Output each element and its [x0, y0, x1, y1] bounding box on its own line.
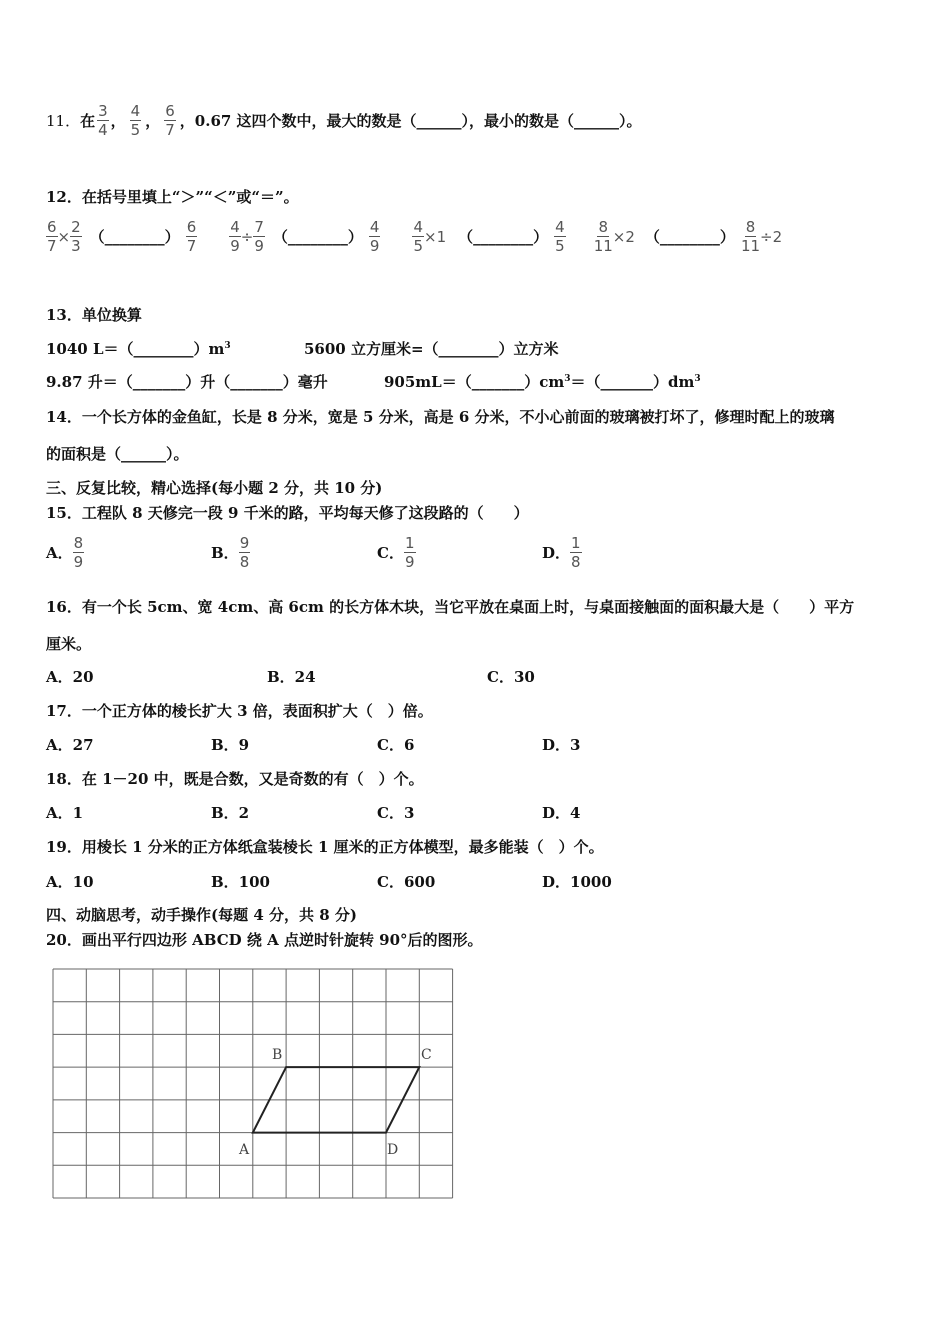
q12-item2-a: $\frac{4}{9}$ [230, 218, 240, 255]
q16-option-a[interactable]: A．20 [46, 668, 94, 686]
fraction-4-5: 4 5 [130, 102, 141, 139]
q16-option-c[interactable]: C．30 [487, 668, 535, 686]
q20-title: 20．画出平行四边形 ABCD 绕 A 点逆时针旋转 90°后的图形。 [46, 931, 483, 949]
q17-option-b[interactable]: B．9 [211, 736, 250, 754]
q12-item4-r: $\frac{8}{11}$ [740, 218, 761, 255]
q18-option-d[interactable]: D．4 [542, 804, 581, 822]
q13-line2a: 9.87 升＝（_______）升（_______）毫升 [46, 373, 328, 391]
q19-option-b[interactable]: B．100 [211, 873, 270, 891]
q14-line2: 的面积是（______）。 [46, 445, 189, 463]
q17-option-a[interactable]: A．27 [46, 736, 94, 754]
q11-number: 11． [46, 112, 81, 130]
label-a: A [239, 1142, 250, 1158]
label-d: D [387, 1142, 399, 1158]
q12-item2-blank[interactable]: （________） [272, 228, 363, 246]
label-c: C [421, 1047, 432, 1063]
q15-option-d[interactable]: D． 1 8 [542, 534, 581, 571]
q14-line1: 14．一个长方体的金鱼缸，长是 8 分米，宽是 5 分米，高是 6 分米，不小心前面的玻璃被打坏了，修理时配上的玻璃 [46, 408, 835, 426]
q12-item3-a: $\frac{4}{5}$ [413, 218, 424, 255]
section-3-heading: 三、反复比较，精心选择(每小题 2 分，共 10 分) [46, 479, 383, 497]
section-4-heading: 四、动脑思考，动手操作(每题 4 分，共 8 分) [46, 906, 357, 924]
fraction-3-4: 3 4 [98, 102, 108, 139]
q15-option-c[interactable]: C． 1 9 [377, 534, 415, 571]
q16-line2: 厘米。 [46, 635, 92, 653]
q12-item1-blank[interactable]: （________） [89, 228, 180, 246]
grid-lines [53, 969, 453, 1198]
q12-items: $\frac{6}{7}$ × $\frac{2}{3}$ （________） 6 7 $\frac{4}{9}$ ÷ $\frac{7}{9}$ （________） 4 9 $\frac{4}{5}$ ×1 （________） 4 5 $\frac{8}{11}$ ×2 （________） $\frac{8}{11}$ ÷2 [47, 218, 783, 255]
q17-option-d[interactable]: D．3 [542, 736, 581, 754]
q16-line1: 16．有一个长 5cm、宽 4cm、高 6cm 的长方体木块，当它平放在桌面上时，与桌面接触面的面积最大是（ ）平方 [46, 598, 855, 616]
q18-option-a[interactable]: A．1 [46, 804, 84, 822]
q18-option-c[interactable]: C．3 [377, 804, 415, 822]
q17-option-c[interactable]: C．6 [377, 736, 415, 754]
label-b: B [272, 1047, 283, 1063]
q16-option-b[interactable]: B．24 [267, 668, 316, 686]
q12-item3-r: 4 5 [555, 218, 565, 255]
q15-option-b[interactable]: B． 9 8 [211, 534, 250, 571]
q15-title: 15．工程队 8 天修完一段 9 千米的路，平均每天修了这段路的（ ） [46, 504, 529, 522]
q18-title: 18．在 1－20 中，既是合数，又是奇数的有（ ）个。 [46, 770, 424, 788]
q12-item4-a: $\frac{8}{11}$ [593, 218, 613, 255]
q15-option-a[interactable]: A． 8 9 [46, 534, 84, 571]
q12-item2-b: $\frac{7}{9}$ [254, 218, 264, 255]
q17-title: 17．一个正方体的棱长扩大 3 倍，表面积扩大（ ）倍。 [46, 702, 433, 720]
q12-item1-a: $\frac{6}{7}$ [47, 218, 57, 255]
q19-title: 19．用棱长 1 分米的正方体纸盒装棱长 1 厘米的正方体模型，最多能装（ ）个。 [46, 838, 604, 856]
q12-item2-r: 4 9 [369, 218, 380, 255]
q12-item1-b: $\frac{2}{3}$ [71, 218, 81, 255]
q12-title: 12．在括号里填上“＞”“＜”或“＝”。 [46, 188, 299, 206]
fraction-6-7: 6 7 [165, 102, 175, 139]
q12-item4-blank[interactable]: （________） [644, 228, 735, 246]
q19-option-c[interactable]: C．600 [377, 873, 436, 891]
q18-option-b[interactable]: B．2 [211, 804, 250, 822]
q19-option-d[interactable]: D．1000 [542, 873, 612, 891]
q12-item1-r: 6 7 [186, 218, 197, 255]
q12-item3-blank[interactable]: （________） [458, 228, 549, 246]
q13-line1b: 5600 立方厘米=（________）立方米 [304, 340, 559, 358]
q13-title: 13．单位换算 [46, 306, 142, 324]
q13-line1a: 1040 $L=(\_\_\_\_\_\_\_\_)m^3$ [46, 340, 231, 358]
q13-line2b: $905mL=(\_\_\_\_\_\_\_)cm^3=(\_\_\_\_\_\_\_)dm^3$ [384, 373, 701, 391]
q11: 11． 在 3 4 ， 4 5 ， 6 7 ， 0.67 这四个数中，最大的数是（______），最小的数是（______）。 [46, 102, 642, 139]
q19-option-a[interactable]: A．10 [46, 873, 94, 891]
